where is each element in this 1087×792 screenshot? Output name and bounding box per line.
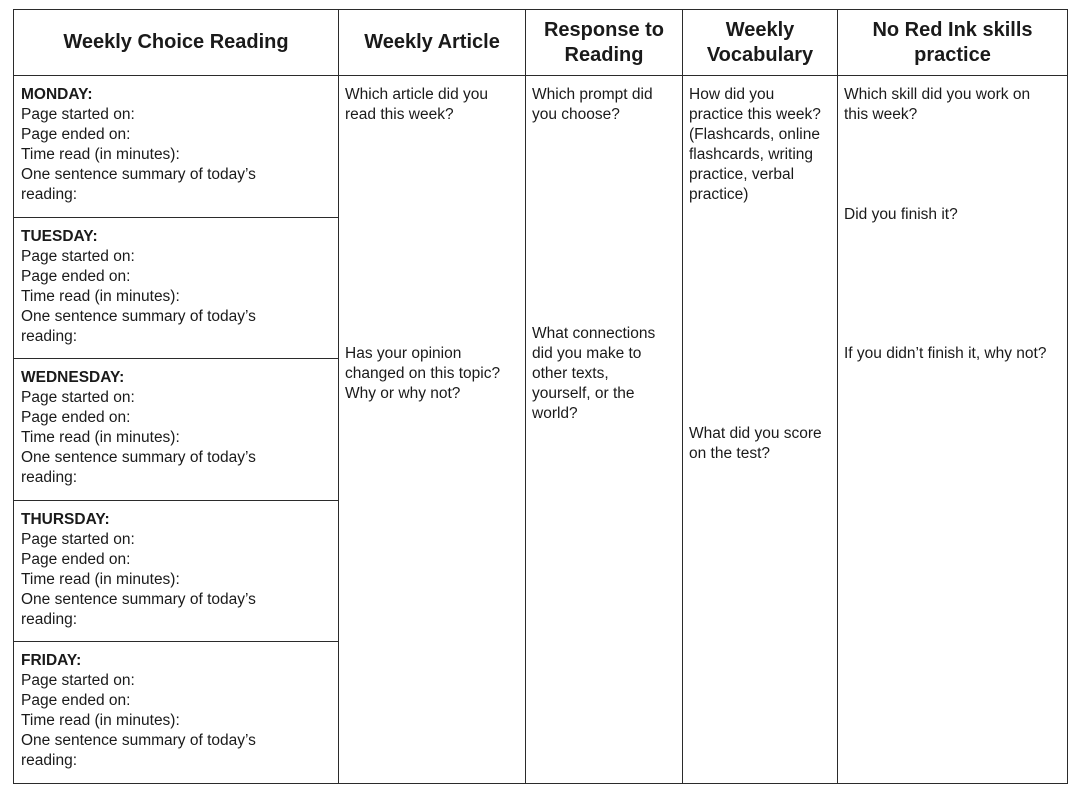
header-no-red-ink-skills-practice: No Red Ink skills practice <box>838 10 1067 76</box>
no-red-ink-column <box>838 76 1067 783</box>
choice-reading-column <box>14 76 339 783</box>
noredink-question-skill: Which skill did you work on this week? <box>844 86 1031 123</box>
article-question-which-article: Which article did you read this week? <box>345 86 489 123</box>
time-read-label: Time read (in minutes): <box>21 570 180 588</box>
page-started-label: Page started on: <box>21 530 135 548</box>
weekly-vocabulary-column <box>683 76 838 783</box>
day-cell-friday <box>14 642 338 783</box>
header-weekly-article: Weekly Article <box>339 10 526 76</box>
page-started-label: Page started on: <box>21 389 135 407</box>
page-ended-label: Page ended on: <box>21 126 131 143</box>
header-weekly-vocabulary: Weekly Vocabulary <box>683 10 838 76</box>
weekly-article-column <box>339 76 526 783</box>
header-weekly-choice-reading: Weekly Choice Reading <box>14 10 339 76</box>
page-started-label: Page started on: <box>21 247 135 265</box>
day-title: MONDAY: <box>21 86 93 103</box>
page-ended-label: Page ended on: <box>21 409 131 427</box>
day-title: TUESDAY: <box>21 227 98 245</box>
day-title: WEDNESDAY: <box>21 369 125 387</box>
page-started-label: Page started on: <box>21 106 135 123</box>
summary-label: One sentence summary of today’s reading: <box>21 732 256 770</box>
response-question-prompt: Which prompt did you choose? <box>532 86 653 123</box>
time-read-label: Time read (in minutes): <box>21 146 180 163</box>
day-cell-thursday <box>14 501 338 643</box>
page-ended-label: Page ended on: <box>21 692 131 710</box>
vocabulary-question-practice: How did you practice this week? (Flashcards, online flashcards, writing practice, verbal practice) <box>689 86 821 203</box>
time-read-label: Time read (in minutes): <box>21 429 180 447</box>
noredink-question-finished: Did you finish it? <box>844 206 958 223</box>
summary-label: One sentence summary of today’s reading: <box>21 166 256 203</box>
summary-label: One sentence summary of today’s reading: <box>21 307 256 345</box>
page-ended-label: Page ended on: <box>21 550 131 568</box>
time-read-label: Time read (in minutes): <box>21 287 180 305</box>
weekly-reading-log-table <box>13 9 1068 784</box>
day-cell-monday <box>14 76 338 218</box>
page-started-label: Page started on: <box>21 672 135 690</box>
header-response-to-reading: Response to Reading <box>526 10 683 76</box>
vocabulary-question-test-score: What did you score on the test? <box>689 425 822 462</box>
response-to-reading-column <box>526 76 683 783</box>
time-read-label: Time read (in minutes): <box>21 712 180 730</box>
response-question-connections: What connections did you make to other texts, yourself, or the world? <box>532 325 656 422</box>
day-cell-tuesday <box>14 218 338 360</box>
day-cell-wednesday <box>14 359 338 501</box>
noredink-question-why-not: If you didn’t finish it, why not? <box>844 345 1047 362</box>
day-title: FRIDAY: <box>21 652 82 670</box>
day-title: THURSDAY: <box>21 510 110 528</box>
page-ended-label: Page ended on: <box>21 267 131 285</box>
summary-label: One sentence summary of today’s reading: <box>21 449 256 487</box>
summary-label: One sentence summary of today’s reading: <box>21 590 256 628</box>
article-question-opinion-changed: Has your opinion changed on this topic? Why or why not? <box>345 345 501 402</box>
